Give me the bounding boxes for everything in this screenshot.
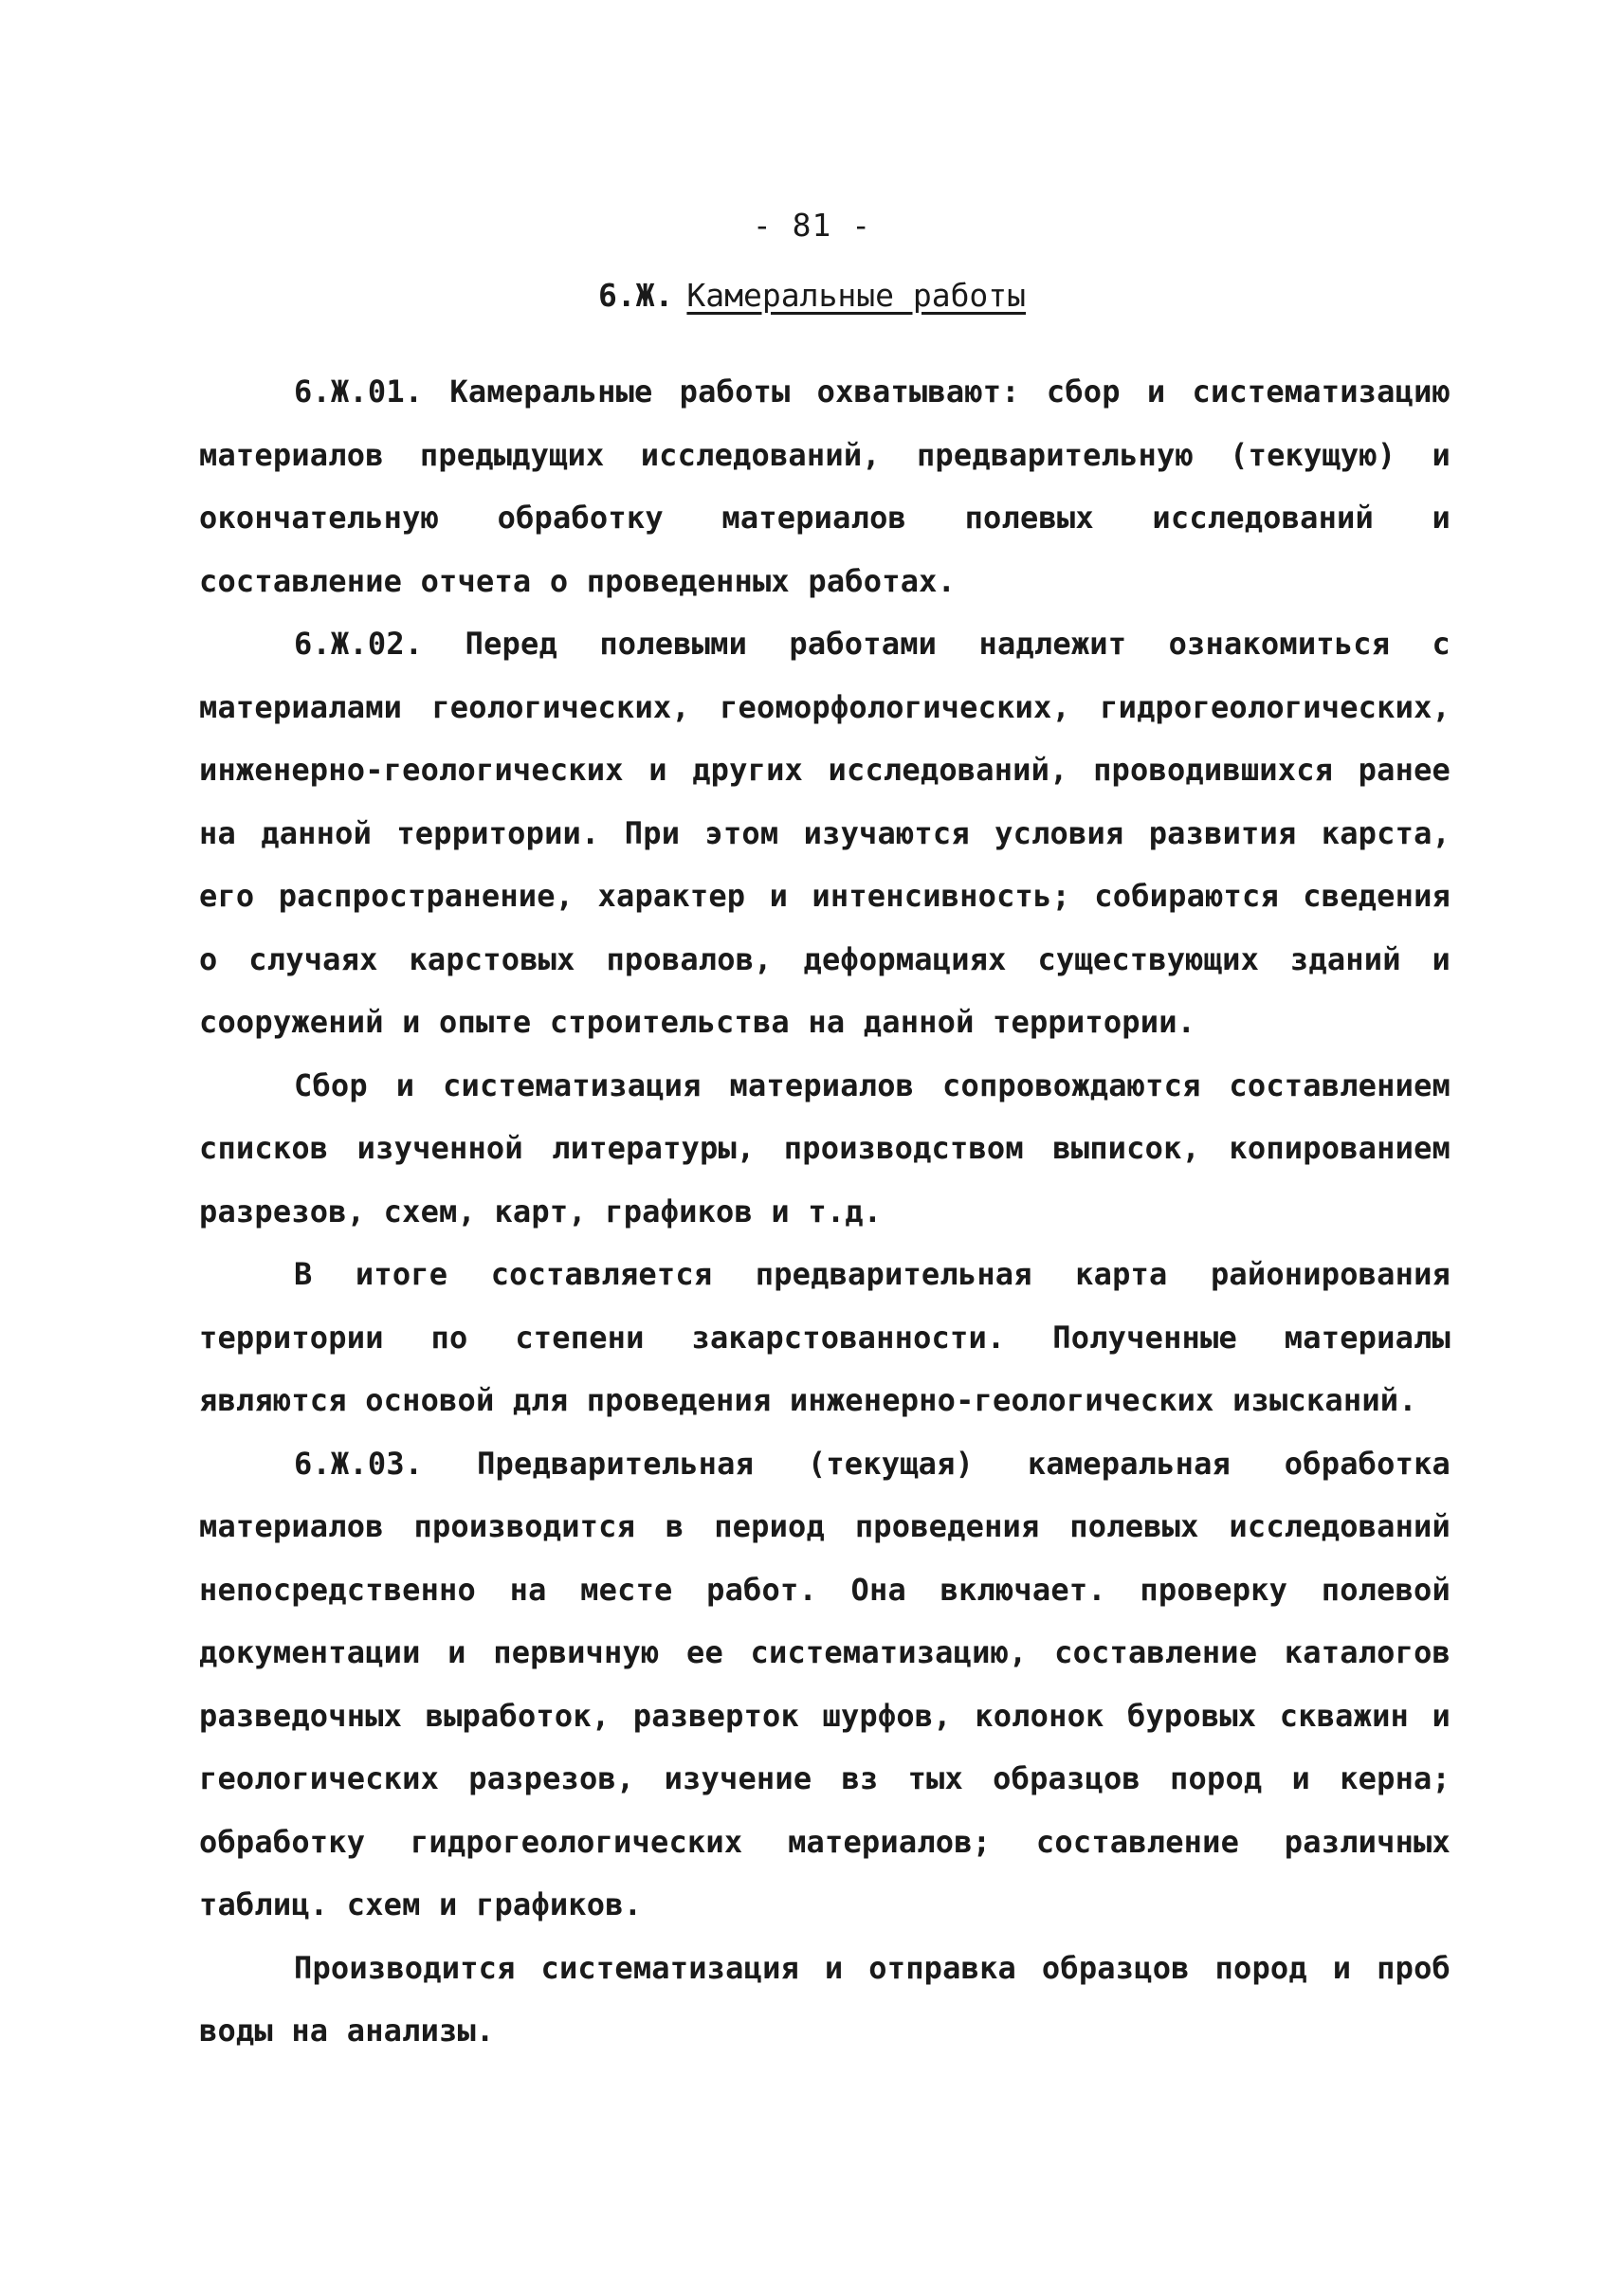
section-heading	[0, 277, 1624, 314]
section-number: 6.Ж.	[597, 277, 674, 314]
paragraph-6-zh-01: 6.Ж.01. Камеральные работы охватывают: сбор и систематизацию материалов предыдущих исследований, предварительную (текущую) и окончательную обработку материалов полевых исследований и составление отчета о проведенных работах.	[199, 373, 1451, 599]
paragraph-6-zh-02: 6.Ж.02. Перед полевыми работами надлежит ознакомиться с материалами геологических, геоморфологических, гидрогеологических, инженерно-геологических и других исследований, проводившихся ранее на данной территории. При этом изучаются условия развития карста, его распространение, характер и интенсивность; собираются сведения о случаях карстовых провалов, деформациях существующих зданий и сооружений и опыте строительства на данной территории.	[199, 626, 1451, 1040]
body-text	[199, 360, 1451, 2063]
paragraph-samples: Производится систематизация и отправка образцов пород и проб воды на анализы.	[199, 1949, 1451, 2049]
page-number: - 81 -	[752, 207, 872, 244]
paragraph-6-zh-03: 6.Ж.03. Предварительная (текущая) камеральная обработка материалов производится в период проведения полевых исследований непосредственно на месте работ. Она включает. проверку полевой документации и первичную ее систематизацию, составление каталогов разведочных выработок, разверток шурфов, колонок буровых скважин и геологических разрезов, изучение вз тых образцов пород и керна; обработку гидрогеологических материалов; составление различных таблиц. схем и графиков.	[199, 1445, 1451, 1922]
paragraph-collection: Сбор и систематизация материалов сопровождаются составлением списков изученной литературы, производством выписок, копированием разрезов, схем, карт, графиков и т.д.	[199, 1066, 1451, 1229]
section-title: Камеральные работы	[686, 277, 1027, 314]
paragraph-result: В итоге составляется предварительная карта районирования территории по степени закарстованности. Полученные материалы являются основой для проведения инженерно-геологических изысканий.	[199, 1256, 1451, 1418]
